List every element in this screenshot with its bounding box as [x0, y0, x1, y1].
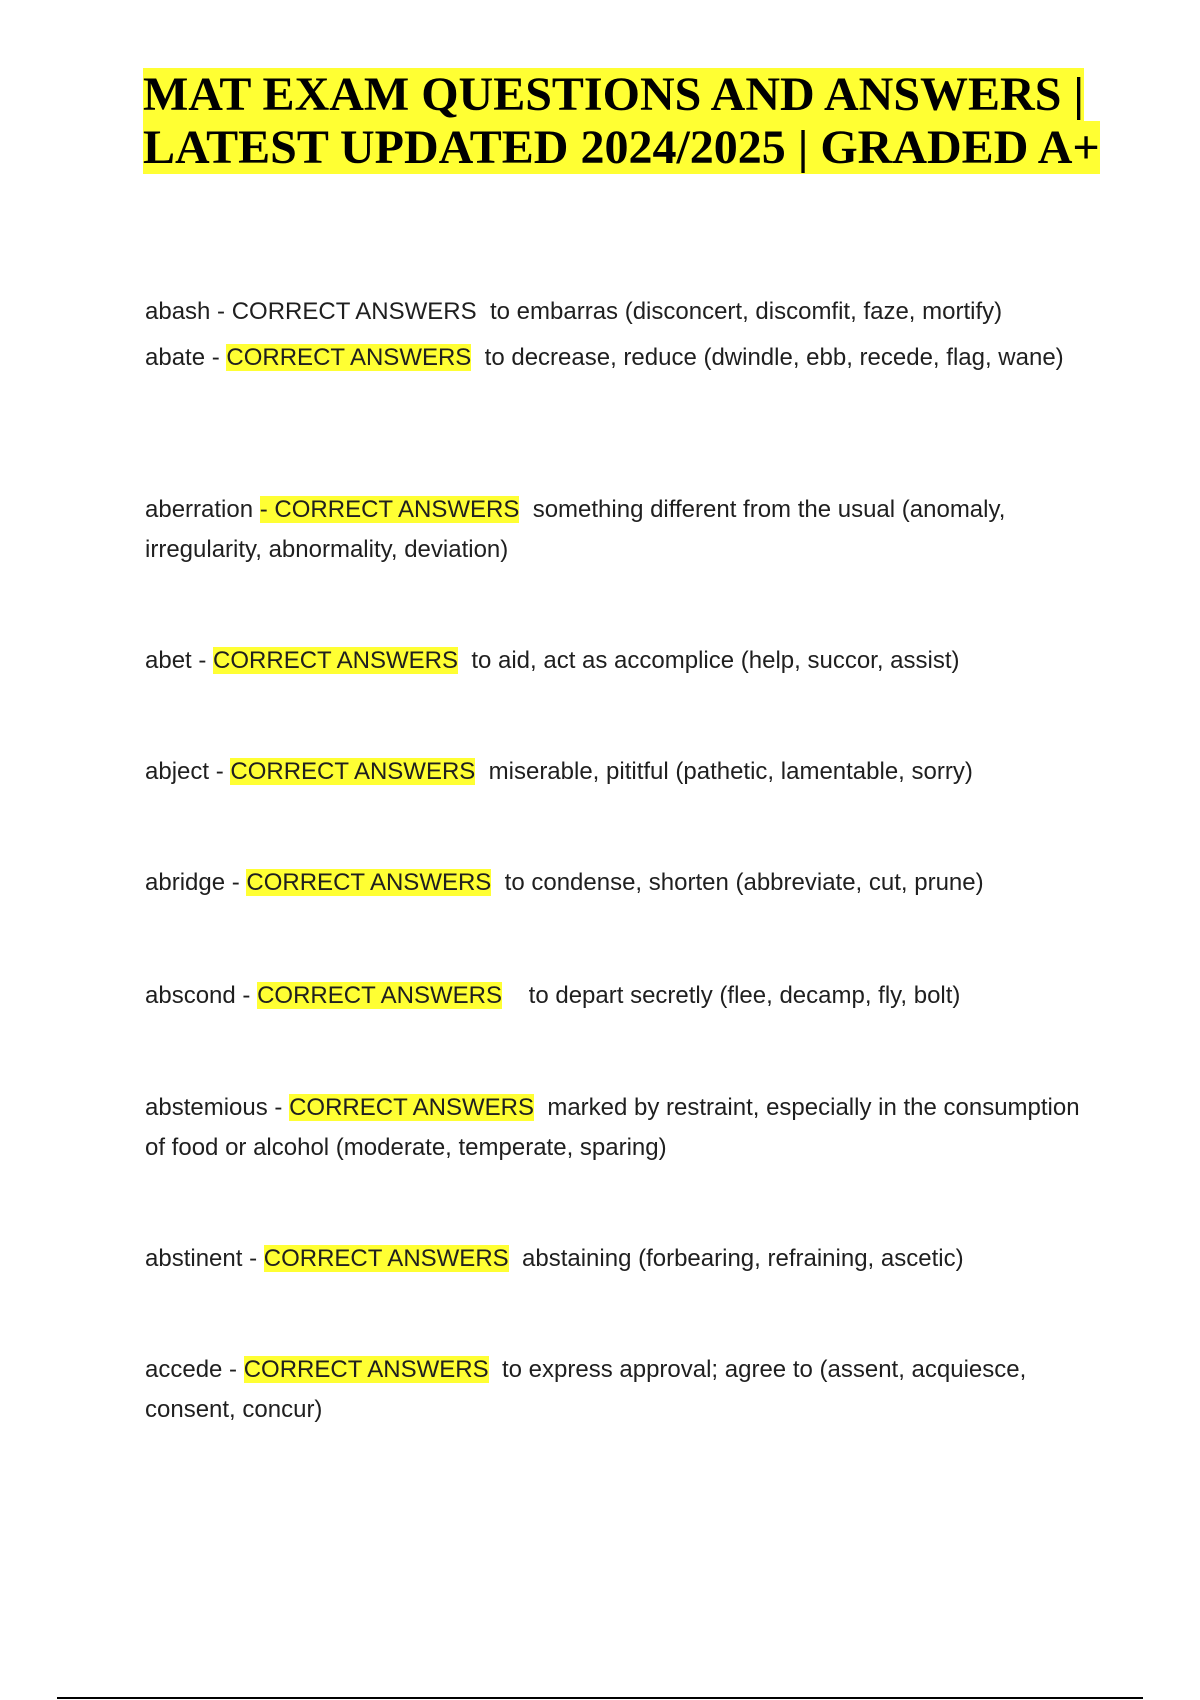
entry-abscond: [145, 976, 1095, 1016]
entry-definition: to condense, shorten (abbreviate, cut, prune): [504, 869, 984, 896]
entry-definition: to embarras (disconcert, discomfit, faze, mortify): [489, 298, 1003, 325]
entry-term: abridge: [145, 869, 226, 896]
entry-label-highlighted: CORRECT ANSWERS: [230, 758, 476, 785]
document-title-text: MAT EXAM QUESTIONS AND ANSWERS | LATEST UPDATED 2024/2025 | GRADED A+: [143, 68, 1100, 174]
entry-term: abject: [145, 758, 210, 785]
entry-separator: -: [225, 869, 247, 896]
entry-definition: marked by restraint, especially in the consumption of food or alcohol (moderate, temperate, sparing): [145, 1094, 1080, 1161]
entry-separator: -: [209, 758, 231, 785]
entry-definition: miserable, pititful (pathetic, lamentable, sorry): [488, 758, 973, 785]
entry-label-highlighted: CORRECT ANSWERS: [257, 982, 502, 1009]
entry-aberration: [145, 490, 1095, 570]
entry-separator: -: [210, 298, 232, 325]
entry-label-highlighted: CORRECT ANSWERS: [213, 647, 458, 674]
entry-term: abate: [145, 344, 206, 371]
entry-label-highlighted: - CORRECT ANSWERS: [259, 496, 520, 523]
entry-definition: abstaining (forbearing, refraining, ascetic): [522, 1245, 964, 1272]
entry-term: abscond: [145, 982, 236, 1009]
entry-abate: [145, 338, 1095, 378]
entry-label: CORRECT ANSWERS: [231, 298, 477, 325]
entry-separator: -: [235, 982, 258, 1009]
entry-label-highlighted: CORRECT ANSWERS: [246, 869, 492, 896]
entry-separator: -: [205, 344, 227, 371]
footer-divider: [57, 1697, 1143, 1699]
entry-term: aberration: [145, 496, 254, 523]
entry-abstinent: [145, 1239, 1095, 1279]
entry-term: abash: [145, 298, 211, 325]
entry-separator: -: [267, 1094, 290, 1121]
entry-separator: -: [222, 1356, 244, 1383]
entry-definition: to aid, act as accomplice (help, succor, assist): [471, 647, 960, 674]
entry-abject: [145, 752, 1095, 792]
entry-abet: [145, 641, 1095, 681]
entry-abash: [145, 292, 1095, 332]
entry-accede: [145, 1350, 1095, 1430]
document-title: [143, 68, 1143, 174]
entry-definition: to depart secretly (flee, decamp, fly, bolt): [528, 982, 961, 1009]
entry-abstemious: [145, 1088, 1095, 1168]
entry-separator: -: [242, 1245, 264, 1272]
entry-term: abet: [145, 647, 192, 674]
entry-abridge: [145, 863, 1095, 903]
entry-label-highlighted: CORRECT ANSWERS: [243, 1356, 489, 1383]
entry-label-highlighted: CORRECT ANSWERS: [263, 1245, 509, 1272]
entry-definition: to decrease, reduce (dwindle, ebb, recede, flag, wane): [484, 344, 1064, 371]
entry-label-highlighted: CORRECT ANSWERS: [289, 1094, 534, 1121]
entry-definition: to express approval; agree to (assent, acquiesce, consent, concur): [145, 1356, 1027, 1423]
entry-term: abstemious: [145, 1094, 268, 1121]
entry-term: abstinent: [145, 1245, 243, 1272]
entry-term: accede: [145, 1356, 223, 1383]
entry-separator: -: [191, 647, 214, 674]
entry-separator: [253, 496, 260, 523]
entry-definition: something different from the usual (anomaly, irregularity, abnormality, deviation): [145, 496, 1006, 563]
entry-label-highlighted: CORRECT ANSWERS: [226, 344, 472, 371]
